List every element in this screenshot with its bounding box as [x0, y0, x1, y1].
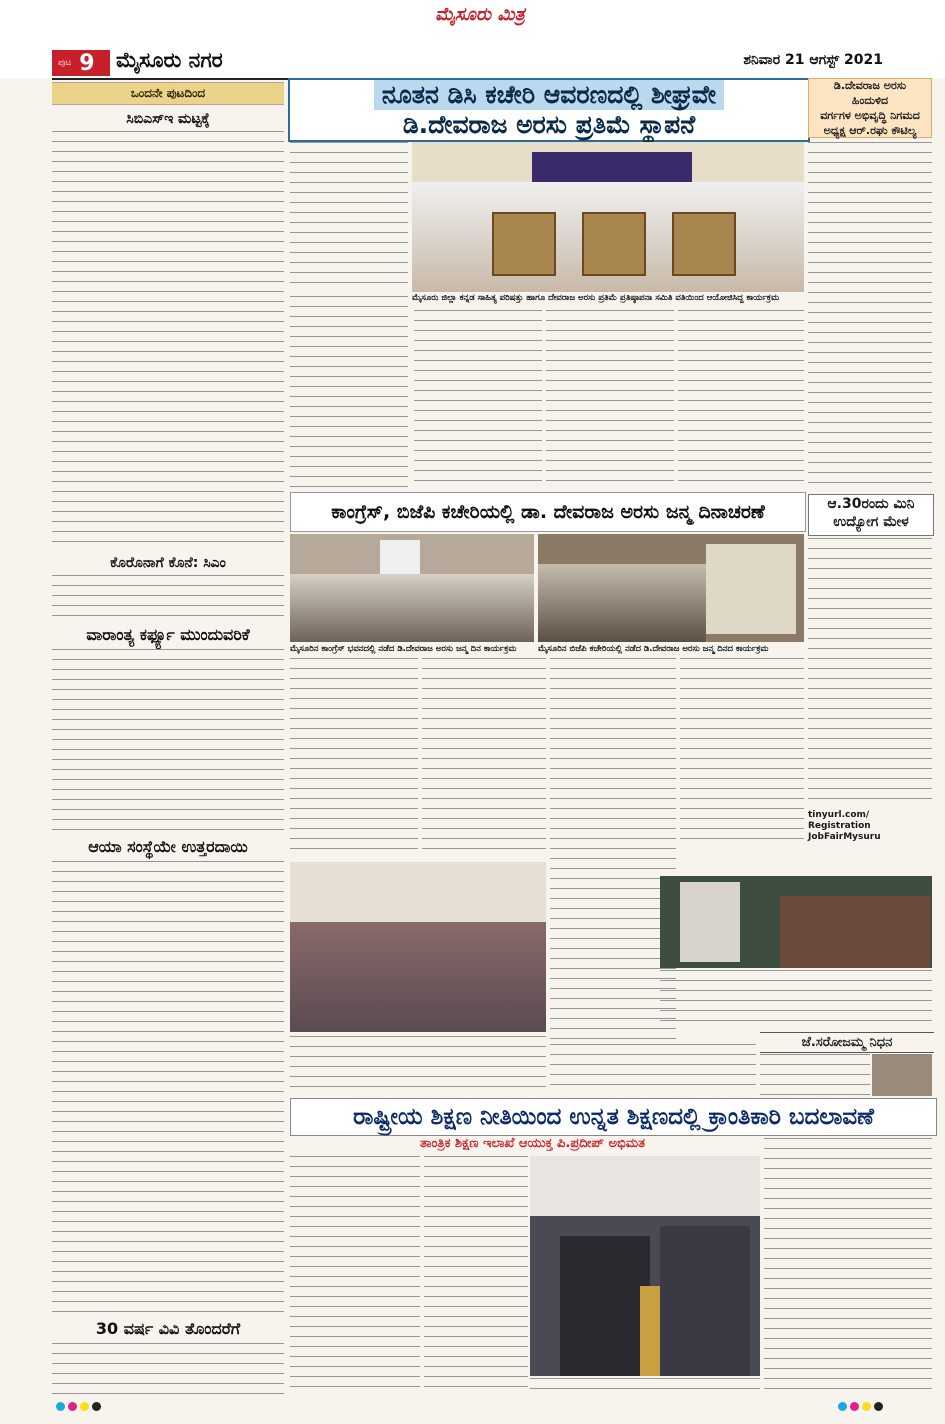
story-body-corona: [52, 575, 284, 619]
education-subhead: ತಾಂತ್ರಿಕ ಶಿಕ್ಷಣ ಇಲಾಖೆ ಆಯುಕ್ತ ಪಿ.ಪ್ರದೀಪ್ ಅಭಿಮತ: [420, 1136, 645, 1151]
story-title-university: 30 ವರ್ಷ ವಿವಿ ತೊಂದರೆಗೆ: [95, 1319, 241, 1338]
event-portrait-caption: [660, 970, 932, 1026]
bjp-photo: [538, 534, 804, 642]
congress-story-col2: [422, 658, 546, 858]
obituary-title: ಜೆ.ಸರೋಜಮ್ಮ ನಿಧನ: [760, 1032, 934, 1053]
job-fair-text: [808, 538, 932, 808]
sidebar-headline-box: [808, 78, 932, 138]
congress-photo: [290, 534, 534, 642]
story-title-curfew: ವಾರಾಂತ್ಯ ಕರ್ಫ್ಯೂ ಮುಂದುವರಿಕೆ: [86, 625, 250, 644]
sidebar-story-text: [808, 142, 932, 490]
story-body-university: [52, 1343, 284, 1403]
distribution-story-text: [290, 1036, 546, 1094]
story-title-cbse: ಸಿಬಿಎಸ್‌ಇ ಮಟ್ಟಕ್ಕೆ: [126, 111, 210, 127]
masthead-logo: ಮೈಸೂರು ಮಿತ್ರ: [435, 4, 525, 25]
sidebar-headline-line2: ವರ್ಗಗಳ ಅಭಿವೃದ್ಧಿ ನಿಗಮದ: [820, 109, 920, 122]
main-photo-caption: ಮೈಸೂರು ಜಿಲ್ಲಾ ಕನ್ನಡ ಸಾಹಿತ್ಯ ಪರಿಷತ್ತು ಹಾಗೂ ದೇವರಾಜ ಅರಸು ಪ್ರತಿಮೆ ಪ್ರತಿಷ್ಠಾಪನಾ ಸಮಿತಿ ವತಿಯಿಂದ ಆಯೋಜಿಸಿದ್ದ ಕಾರ್ಯಕ್ರಮ: [412, 293, 780, 303]
main-story-photo: [412, 142, 804, 292]
congress-headline: ಕಾಂಗ್ರೆಸ್, ಬಿಜೆಪಿ ಕಚೇರಿಯಲ್ಲಿ ಡಾ. ದೇವರಾಜ ಅರಸು ಜನ್ಮ ದಿನಾಚರಣೆ: [290, 492, 806, 532]
story-title-institution: ಆಯಾ ಸಂಸ್ಥೆಯೇ ಉತ್ತರದಾಯಿ: [88, 837, 248, 856]
page-label: ಪುಟ: [58, 58, 72, 68]
job-fair-headline-line1: ಆ.30ರಂದು ಮಿನಿ: [827, 496, 915, 512]
obituary-text: [760, 1054, 870, 1096]
obituary-photo: [872, 1054, 932, 1096]
main-story-intro-text: [290, 142, 408, 292]
main-headline-line1: ನೂತನ ಡಿಸಿ ಕಚೇರಿ ಆವರಣದಲ್ಲಿ ಶೀಘ್ರವೇ: [374, 80, 724, 110]
main-story-col4: [678, 310, 804, 490]
print-registration-dots: [0, 1402, 945, 1416]
continued-band: ಒಂದನೇ ಪುಟದಿಂದ: [52, 82, 284, 105]
main-story-col3: [546, 310, 674, 490]
issue-date: ಶನಿವಾರ 21 ಆಗಸ್ಟ್ 2021: [743, 52, 883, 68]
education-photo-caption: [530, 1378, 760, 1396]
bjp-photo-caption: ಮೈಸೂರಿನ ಬಿಜೆಪಿ ಕಚೇರಿಯಲ್ಲಿ ನಡೆದ ಡಿ.ದೇವರಾಜ ಅರಸು ಜನ್ಮ ದಿನದ ಕಾರ್ಯಕ್ರಮ: [538, 644, 769, 654]
page-number-badge: [52, 50, 110, 76]
section-title: ಮೈಸೂರು ನಗರ: [116, 48, 223, 72]
misc-story-text: [550, 1044, 756, 1094]
congress-photo-caption: ಮೈಸೂರಿನ ಕಾಂಗ್ರೆಸ್ ಭವನದಲ್ಲಿ ನಡೆದ ಡಿ.ದೇವರಾಜ ಅರಸು ಜನ್ಮ ದಿನ ಕಾರ್ಯಕ್ರಮ: [290, 644, 517, 654]
sidebar-headline-line3: ಅಧ್ಯಕ್ಷ ಆರ್.ರಘು ಕೌಟಿಲ್ಯ: [823, 124, 917, 137]
congress-story-col1: [290, 658, 418, 858]
left-column: [52, 82, 284, 1350]
story-body-institution: [52, 861, 284, 1313]
job-fair-headline: [808, 494, 934, 536]
education-col3: [764, 1138, 932, 1394]
education-col2: [424, 1156, 528, 1394]
education-headline: ರಾಷ್ಟ್ರೀಯ ಶಿಕ್ಷಣ ನೀತಿಯಿಂದ ಉನ್ನತ ಶಿಕ್ಷಣದಲ್ಲಿ ಕ್ರಾಂತಿಕಾರಿ ಬದಲಾವಣೆ: [290, 1098, 937, 1136]
job-fair-url[interactable]: tinyurl.com/ Registration JobFairMysuru: [808, 810, 881, 842]
sidebar-headline-line1: ಡಿ.ದೇವರಾಜ ಅರಸು ಹಿಂದುಳಿದ: [833, 79, 907, 107]
education-photo: [530, 1156, 760, 1376]
main-story-col1: [290, 296, 408, 490]
page-number: 9: [79, 50, 95, 76]
education-col1: [290, 1156, 420, 1394]
congress-story-col3: [550, 658, 676, 1040]
story-title-corona: ಕೊರೊನಾಗೆ ಕೊನೆ: ಸಿಎಂ: [110, 555, 226, 571]
story-body-cbse: [52, 131, 284, 549]
main-headline-box: [288, 78, 810, 142]
main-headline-line2: ಡಿ.ದೇವರಾಜ ಅರಸು ಪ್ರತಿಮೆ ಸ್ಥಾಪನೆ: [402, 110, 696, 139]
event-portrait-photo: [660, 876, 932, 968]
congress-story-col4: [680, 658, 804, 844]
main-story-col2: [414, 310, 542, 490]
distribution-photo: [290, 862, 546, 1032]
job-fair-headline-line2: ಉದ್ಯೋಗ ಮೇಳ: [833, 514, 909, 530]
story-body-curfew: [52, 649, 284, 831]
